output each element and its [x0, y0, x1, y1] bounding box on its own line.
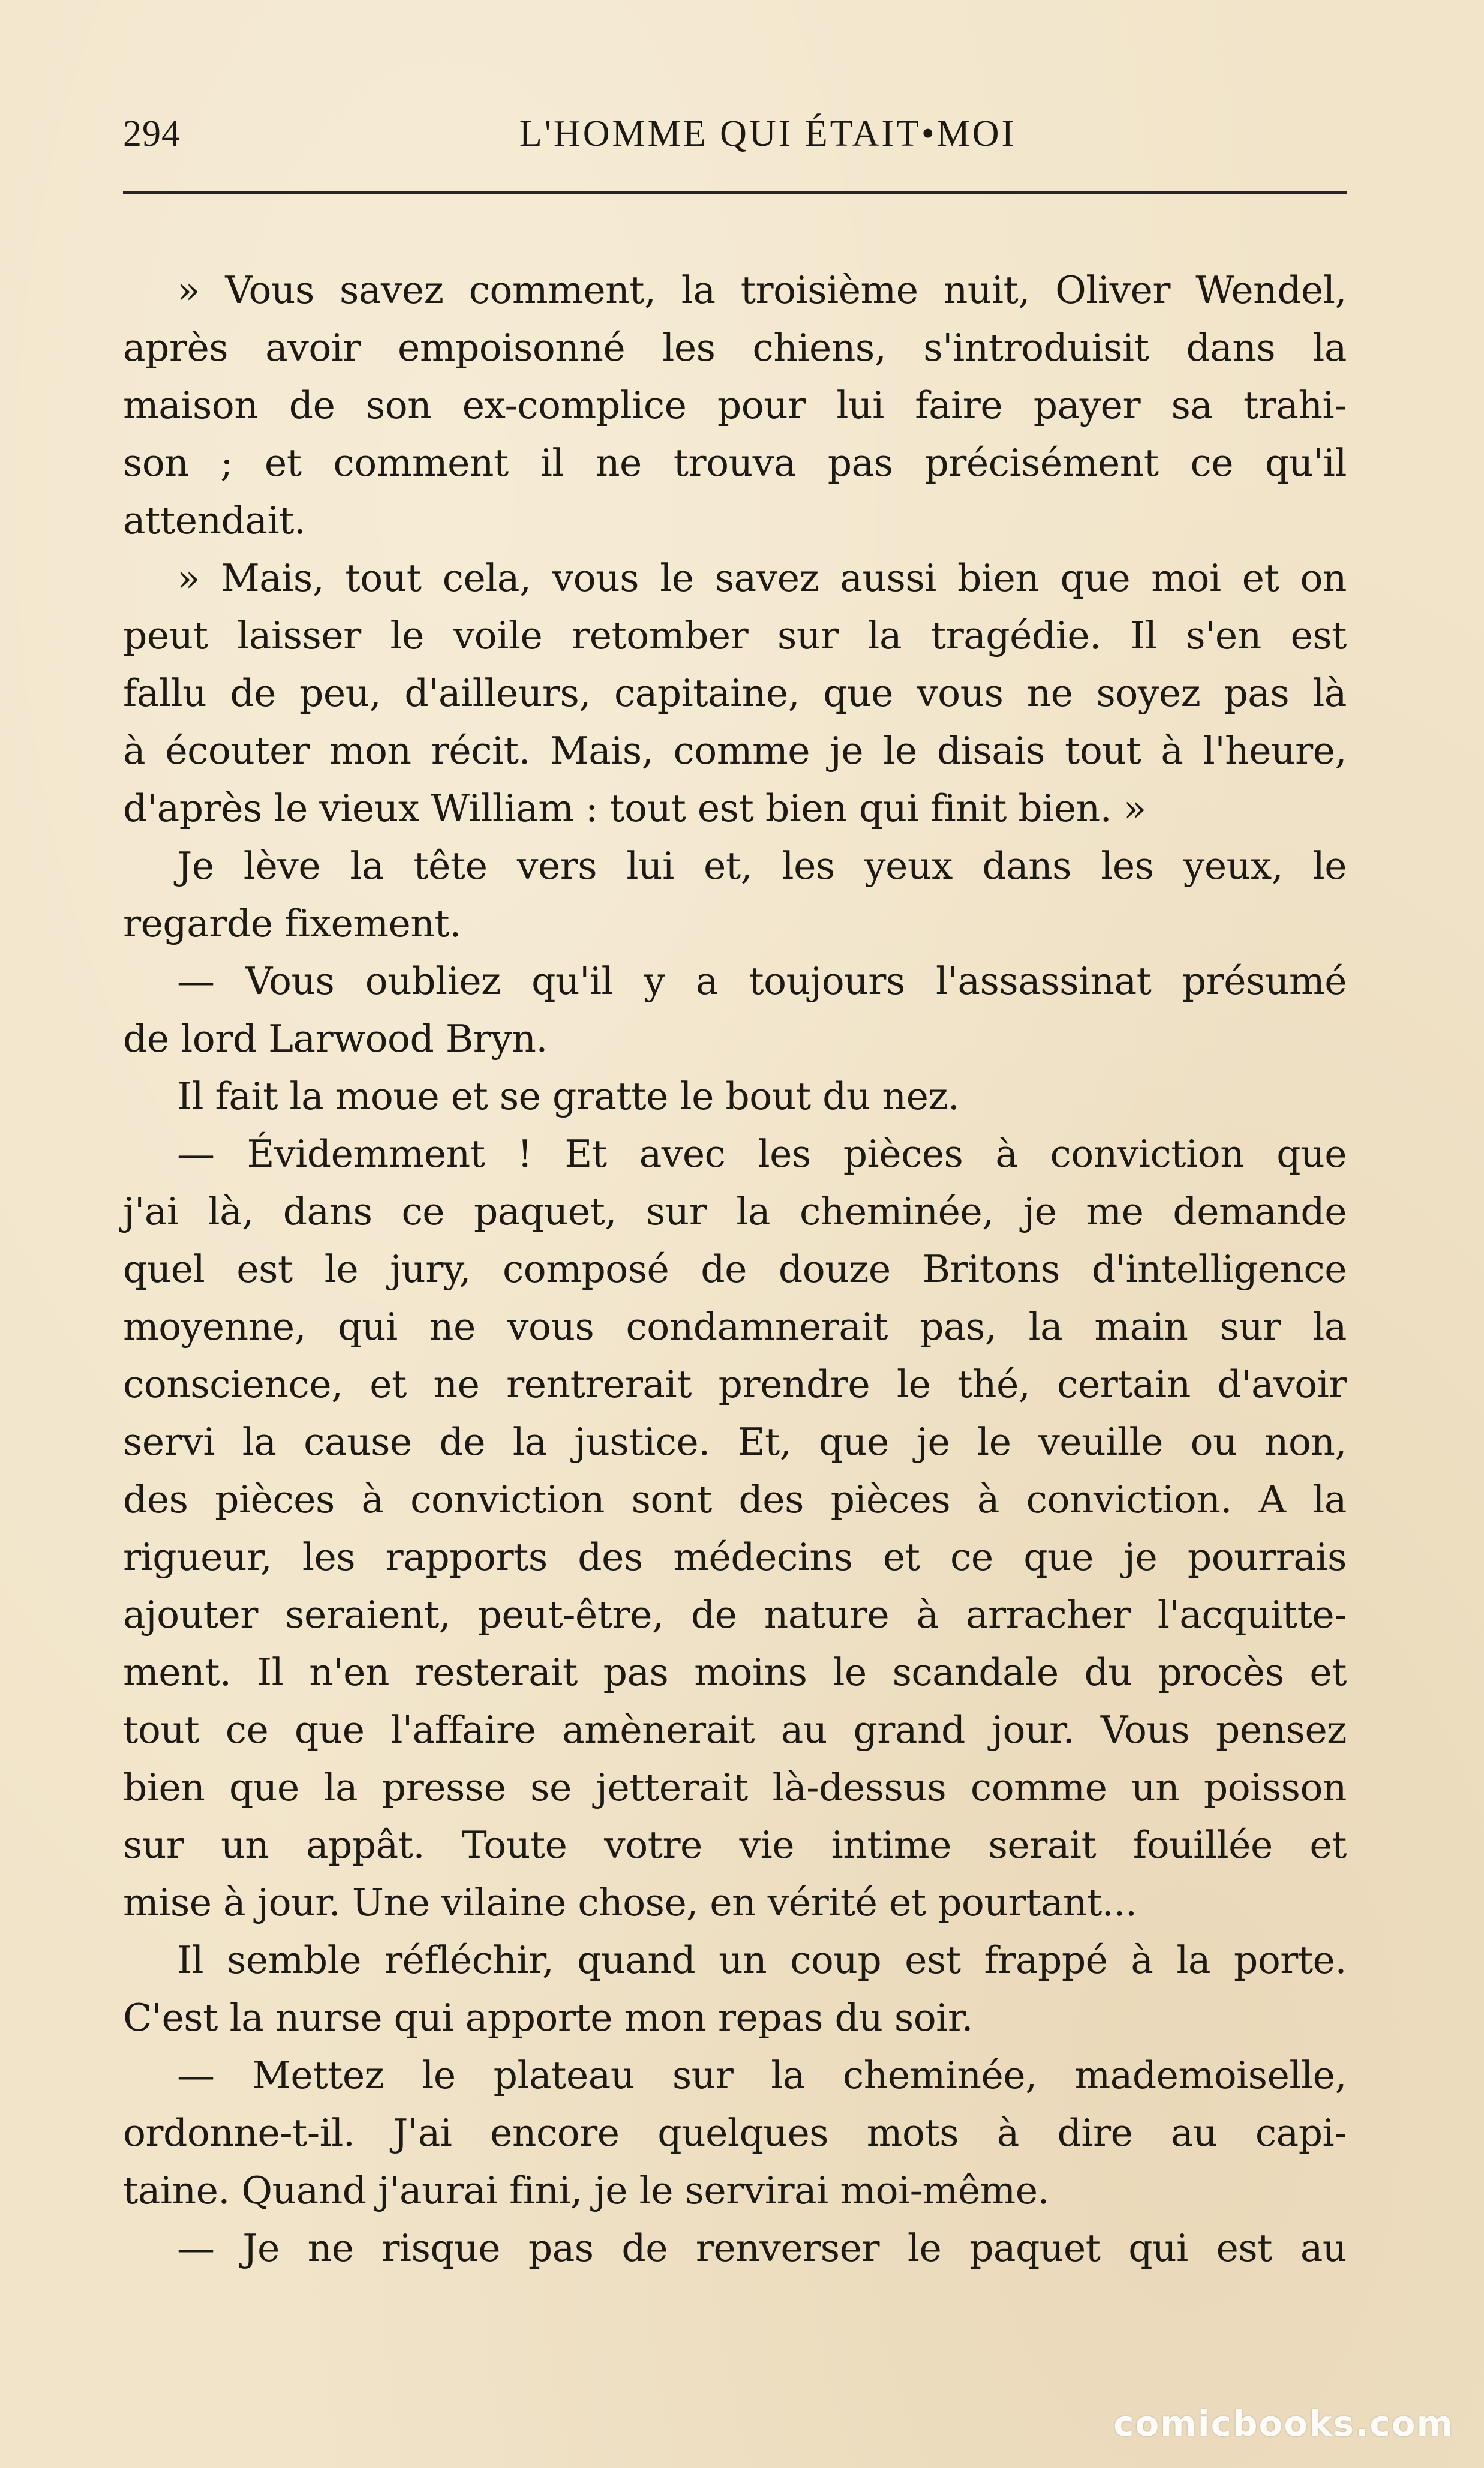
- text-line: rigueur, les rapports des médecins et ce que je pourrais: [123, 1535, 1347, 1579]
- text-line: d'après le vieux William : tout est bien qui finit bien. »: [123, 786, 1146, 830]
- text-line: tout ce que l'affaire amènerait au grand jour. Vous pensez: [123, 1708, 1347, 1752]
- text-line: conscience, et ne rentrerait prendre le thé, certain d'avoir: [123, 1362, 1347, 1406]
- text-line: — Vous oubliez qu'il y a toujours l'assassinat présumé: [177, 959, 1347, 1003]
- text-line: mise à jour. Une vilaine chose, en vérité et pourtant...: [123, 1881, 1137, 1924]
- body-text: [123, 262, 1347, 2277]
- text-line: regarde fixement.: [123, 902, 461, 945]
- text-line: des pièces à conviction sont des pièces à conviction. A la: [123, 1478, 1347, 1521]
- text-line: — Mettez le plateau sur la cheminée, mademoiselle,: [177, 2053, 1347, 2097]
- text-line: Il fait la moue et se gratte le bout du nez.: [177, 1074, 960, 1118]
- text-line: j'ai là, dans ce paquet, sur la cheminée, je me demande: [123, 1190, 1347, 1233]
- text-line: maison de son ex-complice pour lui faire payer sa trahi-: [123, 383, 1347, 427]
- running-title: L'HOMME QUI ÉTAIT•MOI: [519, 113, 1017, 154]
- text-line: » Vous savez comment, la troisième nuit, Oliver Wendel,: [177, 268, 1347, 312]
- text-line: bien que la presse se jetterait là-dessus comme un poisson: [123, 1766, 1347, 1809]
- text-line: ment. Il n'en resterait pas moins le scandale du procès et: [123, 1650, 1347, 1694]
- text-line: son ; et comment il ne trouva pas précisément ce qu'il: [123, 441, 1347, 485]
- text-line: — Évidemment ! Et avec les pièces à conviction que: [177, 1132, 1347, 1176]
- text-line: Je lève la tête vers lui et, les yeux dans les yeux, le: [177, 844, 1347, 888]
- text-line: après avoir empoisonné les chiens, s'introduisit dans la: [123, 326, 1347, 370]
- text-line: de lord Larwood Bryn.: [123, 1017, 548, 1061]
- text-line: fallu de peu, d'ailleurs, capitaine, que vous ne soyez pas là: [123, 671, 1347, 715]
- text-line: à écouter mon récit. Mais, comme je le disais tout à l'heure,: [123, 729, 1347, 773]
- text-line: quel est le jury, composé de douze Britons d'intelligence: [123, 1247, 1347, 1291]
- text-line: » Mais, tout cela, vous le savez aussi bien que moi et on: [177, 556, 1347, 600]
- text-line: C'est la nurse qui apporte mon repas du soir.: [123, 1996, 974, 2040]
- text-line: ordonne-t-il. J'ai encore quelques mots à dire au capi-: [123, 2111, 1347, 2155]
- text-line: sur un appât. Toute votre vie intime serait fouillée et: [123, 1823, 1347, 1867]
- page-header: [123, 113, 1347, 167]
- text-line: ajouter seraient, peut-être, de nature à arracher l'acquitte-: [123, 1593, 1347, 1637]
- text-line: Il semble réfléchir, quand un coup est frappé à la porte.: [177, 1938, 1347, 1982]
- text-line: moyenne, qui ne vous condamnerait pas, la main sur la: [123, 1305, 1347, 1349]
- text-line: — Je ne risque pas de renverser le paquet qui est au: [177, 2226, 1347, 2270]
- text-line: peut laisser le voile retomber sur la tragédie. Il s'en est: [123, 614, 1347, 657]
- header-rule: [123, 191, 1347, 194]
- text-line: servi la cause de la justice. Et, que je le veuille ou non,: [123, 1420, 1347, 1464]
- text-line: taine. Quand j'aurai fini, je le servirai moi-même.: [123, 2169, 1050, 2212]
- watermark: comicbooks.com: [1113, 2403, 1454, 2444]
- text-line: attendait.: [123, 499, 306, 542]
- page-number: 294: [123, 113, 181, 154]
